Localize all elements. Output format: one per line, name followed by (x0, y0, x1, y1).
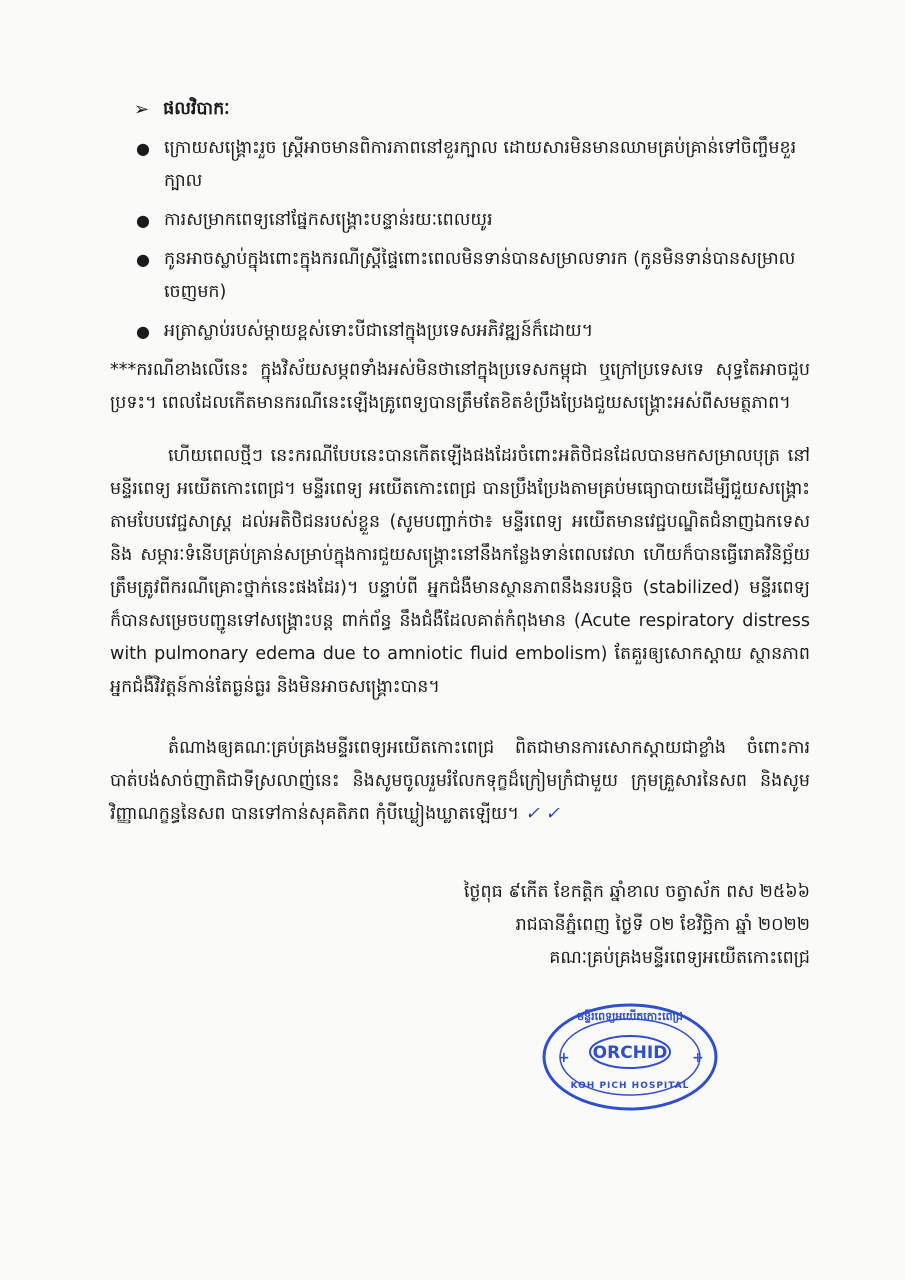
section-heading-text: ផលវិបាកៈ (163, 98, 230, 119)
signatory-line: គណៈគ្រប់គ្រងមន្ទីរពេទ្យអយើតកោះពេជ្រ (549, 948, 810, 968)
note-paragraph: ***ករណីខាងលើនេះ ក្នុងវិស័យសម្ភពទាំងអស់មិនថានៅក្នុងប្រទេសកម្ពុជា ឬក្រៅប្រទេសទេ សុទ្ធតែអាចជួបប្រទះ។ ពេលដែលកើតមានករណីនេះឡើងគ្រូពេទ្យបានត្រឹមតែខិតខំប្រឹងប្រែងជួយសង្គ្រោះអស់ពីសមត្ថភាព។ (110, 360, 810, 413)
bullet-icon: ● (136, 250, 150, 269)
hospital-stamp (540, 1002, 720, 1112)
bullet-icon: ● (136, 322, 150, 341)
body-paragraph-1: ហើយពេលថ្មីៗ នេះករណីបែបនេះបានកើតឡើងផងដែរចំពោះអតិថិជនដែលបានមកសម្រាលបុត្រ នៅមន្ទីរពេទ្យ អយើតកោះពេជ្រ។ មន្ទីរពេទ្យ អយើតកោះពេជ្រ បានប្រឹងប្រែងតាមគ្រប់មធ្យោបាយដើម្បីជួយសង្គ្រោះតាមបែបវេជ្ជសាស្ត្រ ដល់អតិថិជនរបស់ខ្លួន (សូមបញ្ជាក់ថា៖ មន្ទីរពេទ្យ អយើតមានវេជ្ជបណ្ឌិតជំនាញឯកទេស និង សម្ភារៈទំនើបគ្រប់គ្រាន់សម្រាប់ក្នុងការជួយសង្គ្រោះនៅនឹងកន្លែងទាន់ពេលវេលា ហើយក៏បានធ្វើរោគវិនិច្ឆ័យត្រឹមត្រូវពីករណីគ្រោះថ្នាក់នេះផងដែរ)។ បន្ទាប់ពី អ្នកជំងឺមានស្ថានភាពនឹងនរបន្តិច (stabilized) មន្ទីរពេទ្យក៏បានសម្រេចបញ្ជូនទៅសង្គ្រោះបន្ត ពាក់ព័ន្ធ នឹងជំងឺដែលគាត់កំពុងមាន (Acute respiratory distress with pulmonary edema due to amniotic fluid embolism) តែគួរឲ្យសោកស្តាយ ស្ថានភាពអ្នកជំងឺវិវត្តន៍កាន់តែធ្ងន់ធ្ងរ និងមិនអាចសង្គ្រោះបាន។ (110, 446, 810, 697)
list-item (136, 204, 810, 237)
signature-tick-marks: ✓ ✓ (525, 804, 560, 824)
stamp-top-text: មន្ទីរពេទ្យអយើតកោះពេជ្រ (577, 1010, 683, 1023)
plus-icon: + (692, 1050, 704, 1066)
plus-icon: + (558, 1050, 570, 1066)
bullet-icon: ● (136, 139, 150, 158)
list-item-text: កូនអាចស្លាប់ក្នុងពោះក្នុងករណីស្ត្រីផ្ទៃពោះពេលមិនទាន់បានសម្រាលទារក (កូនមិនទាន់បានសម្រាលចេញមក) (164, 249, 796, 302)
stamp-logo-text: ORCHID (592, 1043, 668, 1063)
lunar-date-line: ថ្ងៃពុធ ៩កើត ខែកត្តិក ឆ្នាំខាល ចត្វាស័ក ពស ២៥៦៦ (463, 882, 810, 902)
arrow-icon: ➢ (134, 98, 150, 120)
bullet-icon: ● (136, 211, 150, 230)
list-item (136, 243, 810, 309)
document-body (110, 92, 810, 831)
stamp-bottom-text: KOH PICH HOSPITAL (570, 1081, 690, 1091)
list-item (136, 132, 810, 198)
list-item-text: ក្រោយសង្គ្រោះរួច ស្ត្រីអាចមានពិការភាពនៅខួរក្បាល ដោយសារមិនមានឈាមគ្រប់គ្រាន់ទៅចិញ្ចឹមខួរក្បាល (164, 138, 797, 191)
section-heading (134, 92, 810, 126)
condolence-text: តំណាងឲ្យគណៈគ្រប់គ្រងមន្ទីរពេទ្យអយើតកោះពេជ្រ ពិតជាមានការសោកស្តាយជាខ្លាំង ចំពោះការបាត់បង់សាច់ញាតិជាទីស្រលាញ់នេះ និងសូមចូលរួមរំលែកទុក្ខដ៏ក្រៀមក្រំជាមួយ ក្រុមគ្រួសារនៃសព និងសូមវិញ្ញាណក្ខន្ធនៃសព បានទៅកាន់សុគតិភព កុំបីឃ្លៀងឃ្លាតឡើយ។ (110, 738, 810, 824)
list-item (136, 315, 810, 348)
list-item-text: ការសម្រាកពេទ្យនៅផ្នែកសង្គ្រោះបន្ទាន់រយៈពេលយូរ (164, 210, 493, 230)
date-block (464, 876, 810, 975)
list-item-text: អត្រាស្លាប់របស់ម្តាយខ្ពស់ទោះបីជានៅក្នុងប្រទេសអភិវឌ្ឍន៍ក៏ដោយ។ (164, 321, 594, 341)
body-paragraph-2 (110, 732, 810, 831)
consequence-list (110, 132, 810, 348)
gregorian-date-line: រាជធានីភ្នំពេញ ថ្ងៃទី ០២ ខែវិច្ឆិកា ឆ្នាំ ២០២២ (515, 915, 810, 935)
